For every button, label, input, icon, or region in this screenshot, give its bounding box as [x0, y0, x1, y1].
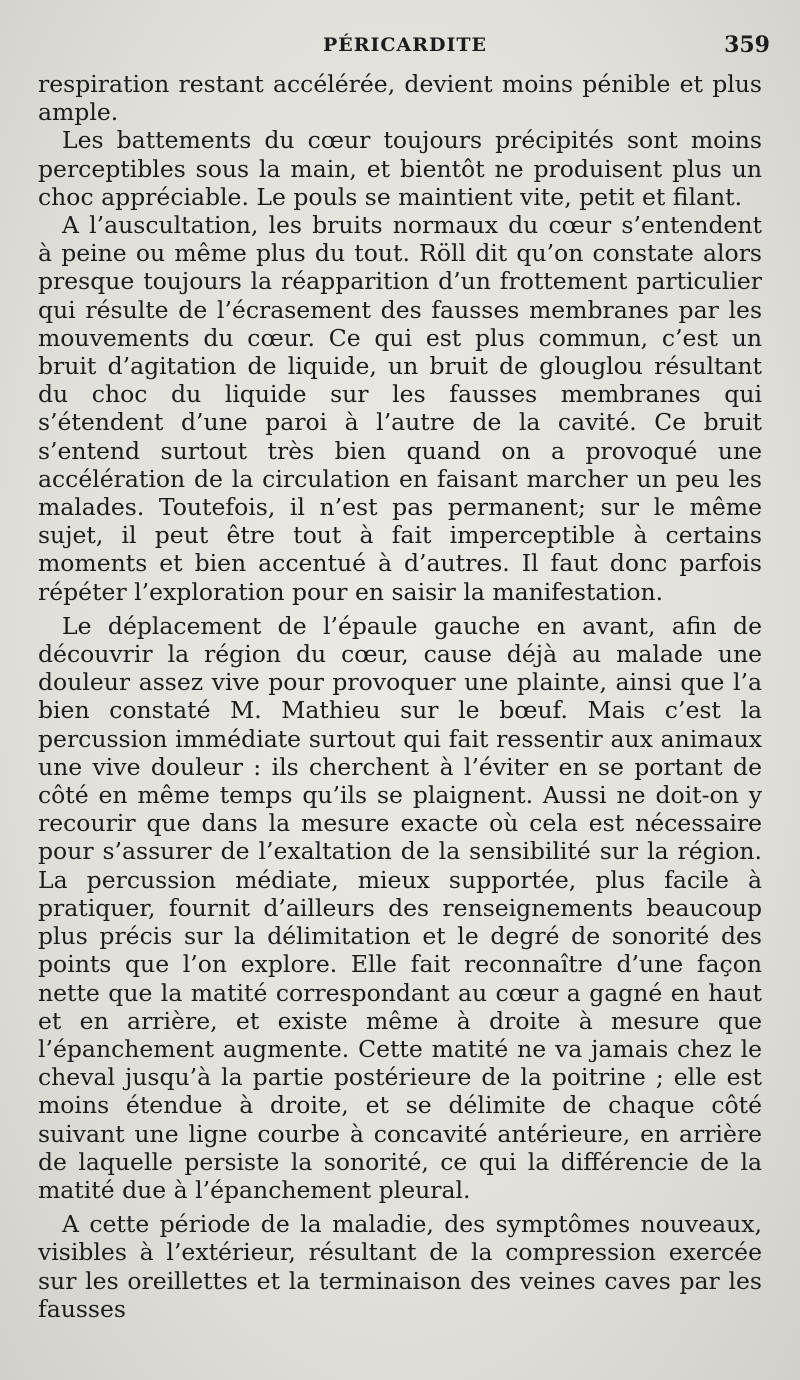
paragraph-continuation: respiration restant accélérée, devient moins pénible et plus ample.: [38, 70, 762, 127]
paragraph-auscultation: A l’auscultation, les bruits normaux du cœur s’entendent à peine ou même plus du tout. Röll dit qu’on constate alors presque toujours la réapparition d’un frottement particulier qui résulte de l’écrasement des fausses membranes par les mouvements du cœur. Ce qui est plus commun, c’est un bruit d’agitation de liquide, un bruit de glouglou résultant du choc du liquide sur les fausses membranes qui s’étendent d’une paroi à l’autre de la cavité. Ce bruit s’entend surtout très bien quand on a provoqué une accélération de la circulation en faisant marcher un peu les malades. Toutefois, il n’est pas permanent; sur le même sujet, il peut être tout à fait imperceptible à certains moments et bien accentué à d’autres. Il faut donc parfois répéter l’exploration pour en saisir la manifestation.: [38, 211, 762, 606]
paragraph-percussion: Le déplacement de l’épaule gauche en avant, afin de découvrir la région du cœur, cause déjà au malade une douleur assez vive pour provoquer une plainte, ainsi que l’a bien constaté M. Mathieu sur le bœuf. Mais c’est la percussion immédiate surtout qui fait ressentir aux animaux une vive douleur : ils cherchent à l’éviter en se portant de côté en même temps qu’ils se plaignent. Aussi ne doit-on y recourir que dans la mesure exacte où cela est nécessaire pour s’assurer de l’exaltation de la sensibilité sur la région. La percussion médiate, mieux supportée, plus facile à pratiquer, fournit d’ailleurs des renseignements beaucoup plus précis sur la délimitation et le degré de sonorité des points que l’on explore. Elle fait reconnaître d’une façon nette que la matité correspondant au cœur a gagné en haut et en arrière, et existe même à droite à mesure que l’épanchement augmente. Cette matité ne va jamais chez le cheval jusqu’à la partie postérieure de la poitrine ; elle est moins étendue à droite, et se délimite de chaque côté suivant une ligne courbe à concavité antérieure, en arrière de laquelle persiste la sonorité, ce qui la différencie de la matité due à l’épanchement pleural.: [38, 611, 762, 1204]
running-title: PÉRICARDITE: [322, 34, 488, 56]
body-text: [38, 70, 762, 1323]
running-head: [40, 30, 770, 60]
paragraph-new-symptoms: A cette période de la maladie, des symptômes nouveaux, visibles à l’extérieur, résultant de la compression exercée sur les oreillettes et la terminaison des veines caves par les fausses: [38, 1210, 762, 1323]
paragraph-heartbeat: Les battements du cœur toujours précipités sont moins perceptibles sous la main, et bientôt ne produisent plus un choc appréciable. Le pouls se maintient vite, petit et filant.: [38, 126, 762, 211]
page-number: 359: [724, 32, 770, 58]
